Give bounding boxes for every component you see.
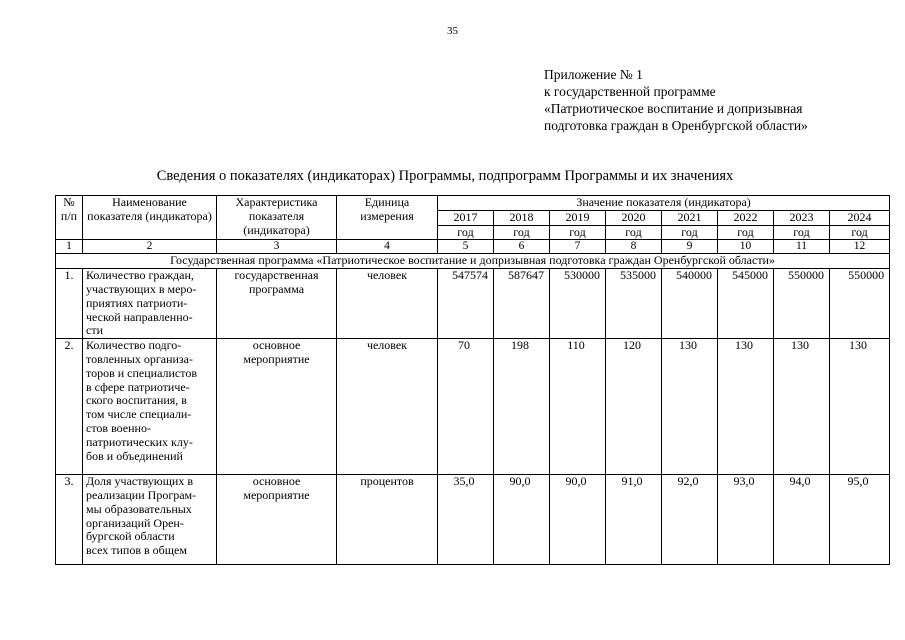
indicator-value: 110 xyxy=(550,339,606,475)
indicator-unit: процентов xyxy=(337,475,438,565)
column-number: 7 xyxy=(550,240,606,254)
indicator-characteristic-line: государственная xyxy=(234,268,319,283)
indicator-value: 120 xyxy=(606,339,662,475)
indicator-value: 547574 xyxy=(438,269,494,339)
header-num xyxy=(56,196,83,240)
indicator-value: 535000 xyxy=(606,269,662,339)
indicator-name-line: ского воспитания, в xyxy=(86,393,187,408)
indicator-name xyxy=(83,475,217,565)
header-year-word: год xyxy=(662,225,718,240)
indicator-name-line: торов и специалистов xyxy=(86,365,198,380)
indicators-table xyxy=(55,195,890,565)
indicator-characteristic-line: основное xyxy=(252,338,301,353)
indicator-value: 550000 xyxy=(774,269,830,339)
indicator-value: 530000 xyxy=(550,269,606,339)
row-number: 3. xyxy=(56,475,83,565)
column-number: 10 xyxy=(718,240,774,254)
header-num-line: п/п xyxy=(60,208,78,223)
header-year: 2020 xyxy=(606,210,662,225)
indicator-name xyxy=(83,339,217,475)
indicator-value: 92,0 xyxy=(662,475,718,565)
header-values-group: Значение показателя (индикатора) xyxy=(438,196,890,211)
header-year-word: год xyxy=(774,225,830,240)
header-unit: Единица измерения xyxy=(337,196,438,240)
indicator-value: 587647 xyxy=(494,269,550,339)
header-year-word: год xyxy=(550,225,606,240)
section-row xyxy=(56,254,890,269)
header-year-word: год xyxy=(606,225,662,240)
column-number: 6 xyxy=(494,240,550,254)
header-year-word: год xyxy=(494,225,550,240)
indicator-value: 94,0 xyxy=(774,475,830,565)
appendix-line: подготовка граждан в Оренбургской области» xyxy=(544,118,808,133)
page-number: 35 xyxy=(447,25,458,37)
indicator-name-line: том числе специали- xyxy=(86,407,192,422)
header-year: 2022 xyxy=(718,210,774,225)
indicator-name-line: стов военно- xyxy=(86,420,151,435)
indicator-name xyxy=(83,269,217,339)
indicator-name-line: патриотических клу- xyxy=(86,434,193,449)
column-number: 3 xyxy=(217,240,337,254)
appendix-line: к государственной программе xyxy=(544,84,716,99)
indicator-name-line: реализации Програм- xyxy=(86,487,197,502)
column-numbers-row xyxy=(56,240,890,254)
indicator-value: 130 xyxy=(830,339,890,475)
indicator-name-line: Количество граждан, xyxy=(86,268,194,283)
appendix-line: Приложение № 1 xyxy=(544,67,643,82)
header-year: 2019 xyxy=(550,210,606,225)
indicator-name-line: Доля участвующих в xyxy=(86,474,194,489)
indicator-value: 130 xyxy=(718,339,774,475)
indicator-value: 545000 xyxy=(718,269,774,339)
indicator-name-line: товленных организа- xyxy=(86,351,193,366)
table-row xyxy=(56,269,890,339)
indicator-value: 35,0 xyxy=(438,475,494,565)
indicator-value: 93,0 xyxy=(718,475,774,565)
appendix-note xyxy=(544,66,884,134)
indicator-characteristic xyxy=(217,475,337,565)
indicator-name-line: сти xyxy=(86,323,103,338)
column-number: 9 xyxy=(662,240,718,254)
column-number: 8 xyxy=(606,240,662,254)
indicator-value: 70 xyxy=(438,339,494,475)
indicator-characteristic-line: мероприятие xyxy=(243,487,310,502)
header-row-1 xyxy=(56,196,890,211)
indicator-unit: человек xyxy=(337,339,438,475)
header-year-word: год xyxy=(438,225,494,240)
indicator-name-line: организаций Орен- xyxy=(86,515,184,530)
document-title: Сведения о показателях (индикаторах) Программы, подпрограмм Программы и их значениях xyxy=(156,168,734,184)
indicator-value: 540000 xyxy=(662,269,718,339)
indicator-value: 91,0 xyxy=(606,475,662,565)
indicator-characteristic xyxy=(217,269,337,339)
column-number: 12 xyxy=(830,240,890,254)
section-title: Государственная программа «Патриотическое воспитание и допризывная подготовка граждан Оренбургской области» xyxy=(56,254,890,269)
row-number: 1. xyxy=(56,269,83,339)
header-year: 2021 xyxy=(662,210,718,225)
column-number: 2 xyxy=(83,240,217,254)
indicator-value: 550000 xyxy=(830,269,890,339)
table-row xyxy=(56,339,890,475)
indicator-characteristic-line: мероприятие xyxy=(243,351,310,366)
indicator-value: 95,0 xyxy=(830,475,890,565)
indicator-characteristic-line: программа xyxy=(248,281,305,296)
header-num-line: № xyxy=(63,195,75,209)
indicator-name-line: ческой направленно- xyxy=(86,309,193,324)
table-row xyxy=(56,475,890,565)
header-characteristic: Характеристика показателя (индикатора) xyxy=(217,196,337,240)
indicator-name-line: приятиях патриоти- xyxy=(86,295,188,310)
row-number: 2. xyxy=(56,339,83,475)
indicator-name-line: всех типов в общем xyxy=(86,543,187,558)
indicator-name-line: бургской области xyxy=(86,529,175,544)
header-year: 2023 xyxy=(774,210,830,225)
indicator-value: 90,0 xyxy=(550,475,606,565)
indicator-value: 130 xyxy=(774,339,830,475)
header-year: 2024 xyxy=(830,210,890,225)
header-year-word: год xyxy=(718,225,774,240)
indicator-name-line: в сфере патриотиче- xyxy=(86,379,190,394)
indicator-value: 130 xyxy=(662,339,718,475)
indicator-name-line: бов и объединений xyxy=(86,448,183,463)
column-number: 5 xyxy=(438,240,494,254)
column-number: 1 xyxy=(56,240,83,254)
indicator-value: 198 xyxy=(494,339,550,475)
indicator-name-line: Количество подго- xyxy=(86,338,182,353)
column-number: 4 xyxy=(337,240,438,254)
indicator-value: 90,0 xyxy=(494,475,550,565)
indicator-name-line: участвующих в меро- xyxy=(86,281,197,296)
indicator-unit: человек xyxy=(337,269,438,339)
appendix-line: «Патриотическое воспитание и допризывная xyxy=(544,101,803,116)
indicator-characteristic xyxy=(217,339,337,475)
header-year-word: год xyxy=(830,225,890,240)
indicator-name-line: мы образовательных xyxy=(86,501,192,516)
indicator-characteristic-line: основное xyxy=(252,474,301,489)
header-year: 2018 xyxy=(494,210,550,225)
header-year: 2017 xyxy=(438,210,494,225)
column-number: 11 xyxy=(774,240,830,254)
header-name: Наименование показателя (индикатора) xyxy=(83,196,217,240)
